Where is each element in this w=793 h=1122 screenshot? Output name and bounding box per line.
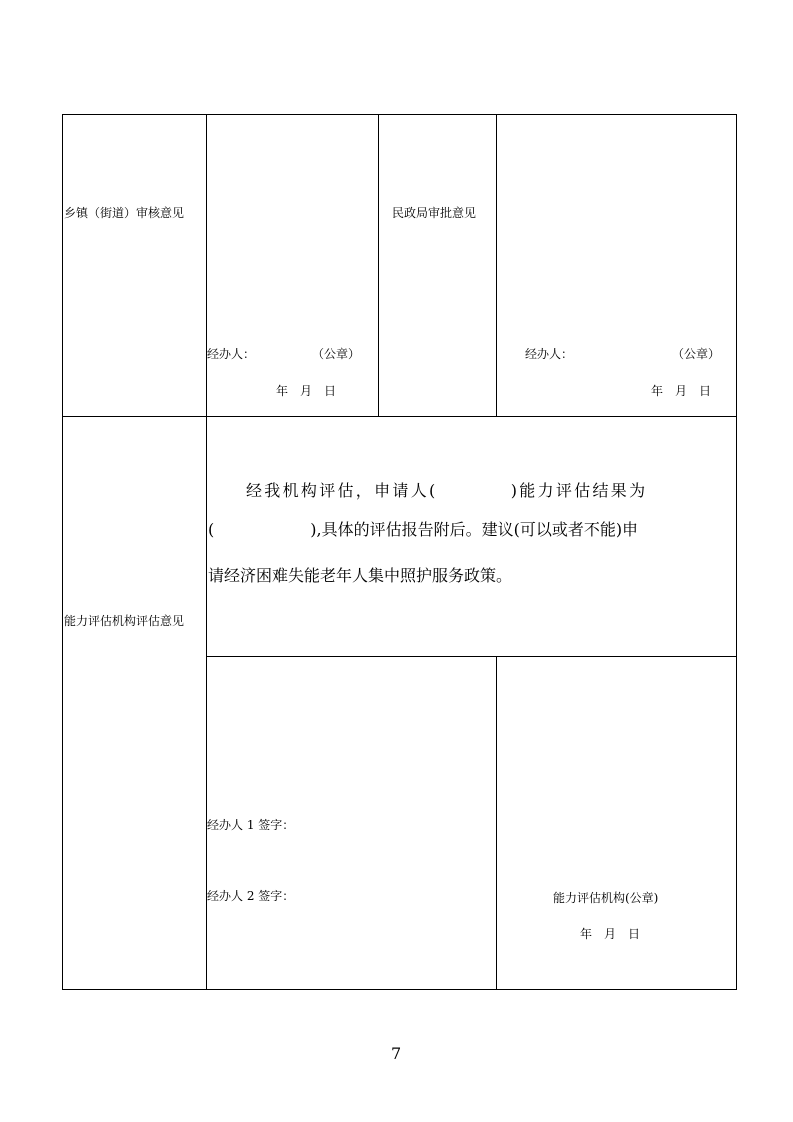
row-divider <box>206 656 737 657</box>
column-divider <box>496 656 497 990</box>
assessment-statement-line-1: 经我机构评估，申请人( )能力评估结果为 <box>246 481 648 500</box>
agency-opinion-label: 能力评估机构评估意见 <box>64 614 185 628</box>
agency-seal-label: 能力评估机构(公章) <box>553 891 659 905</box>
row-divider <box>62 416 737 417</box>
column-divider <box>378 114 379 416</box>
column-divider <box>496 114 497 416</box>
township-date-label: 年 月 日 <box>276 384 337 398</box>
civil-approval-label: 民政局审批意见 <box>392 206 477 220</box>
assessment-statement-line-3: 请经济困难失能老年人集中照护服务政策。 <box>208 566 513 585</box>
handler-2-signature-label: 经办人 2 签字： <box>207 889 295 903</box>
township-seal-label: （公章） <box>312 347 361 361</box>
agency-date-label: 年 月 日 <box>580 927 641 941</box>
page-number: 7 <box>391 1044 402 1063</box>
handler-1-signature-label: 经办人 1 签字： <box>207 818 295 832</box>
civil-date-label: 年 月 日 <box>651 384 712 398</box>
township-review-label: 乡镇（街道）审核意见 <box>64 206 185 220</box>
township-handler-label: 经办人： <box>207 347 256 361</box>
column-divider <box>206 114 207 990</box>
assessment-statement-line-2: ( ),具体的评估报告附后。建议(可以或者不能)申 <box>208 520 639 539</box>
civil-handler-label: 经办人： <box>525 347 574 361</box>
form-table <box>62 114 737 990</box>
civil-seal-label: （公章） <box>672 347 721 361</box>
